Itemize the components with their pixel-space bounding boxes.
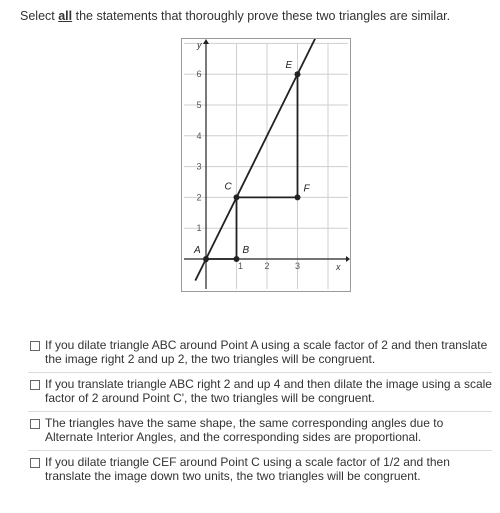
- option-3-checkbox[interactable]: [30, 419, 40, 429]
- option-3[interactable]: [28, 411, 492, 450]
- point-a: [203, 256, 209, 262]
- point-label-e: E: [285, 60, 293, 72]
- x-tick-label: 3: [294, 261, 301, 271]
- option-4-label: If you dilate triangle CEF around Point C using a scale factor of 1/2 and then translate the image down two units, the two triangles will be congruent.: [45, 455, 450, 483]
- option-1-label: If you dilate triangle ABC around Point A using a scale factor of 2 and then translate the image right 2 and up 2, the two triangles will be congruent.: [45, 338, 488, 366]
- coordinate-graph: [181, 38, 351, 292]
- answer-options: [28, 334, 492, 489]
- question-suffix: the statements that thoroughly prove these two triangles are similar.: [72, 9, 451, 23]
- y-axis-label: y: [197, 40, 202, 50]
- y-tick-label: 6: [196, 69, 202, 80]
- option-2-checkbox[interactable]: [30, 380, 40, 390]
- point-e: [295, 71, 301, 77]
- point-label-c: C: [224, 181, 232, 193]
- point-c: [234, 194, 240, 200]
- x-tick-label: 1: [237, 261, 244, 271]
- graph-canvas: [182, 39, 350, 291]
- option-1-checkbox[interactable]: [30, 341, 40, 351]
- point-label-b: B: [242, 245, 250, 256]
- line-ace: [195, 39, 322, 281]
- option-3-label: The triangles have the same shape, the same corresponding angles due to Alternate Interior Angles, and the corresponding sides are proportional.: [45, 416, 444, 444]
- point-label-a: A: [194, 245, 201, 256]
- y-tick-label: 3: [196, 161, 202, 172]
- point-label-f: F: [303, 183, 310, 195]
- x-axis-label: x: [336, 262, 341, 272]
- y-tick-label: 1: [196, 223, 202, 234]
- point-b: [234, 256, 240, 262]
- option-1[interactable]: [28, 334, 492, 372]
- x-axis-arrow: [346, 256, 350, 262]
- y-tick-label: 4: [196, 130, 202, 141]
- y-axis-arrow: [203, 39, 209, 44]
- option-2-label: If you translate triangle ABC right 2 and up 4 and then dilate the image using a scale factor of 2 around Point C', the two triangles will be congruent.: [45, 377, 492, 405]
- point-f: [295, 194, 301, 200]
- option-4[interactable]: [28, 450, 492, 489]
- option-4-checkbox[interactable]: [30, 458, 40, 468]
- x-tick-label: 2: [264, 261, 270, 271]
- question-prefix: Select: [20, 9, 59, 23]
- y-tick-label: 5: [196, 100, 202, 110]
- question-prompt: [20, 9, 450, 23]
- option-2[interactable]: [28, 372, 492, 411]
- y-tick-label: 2: [196, 192, 202, 203]
- question-emphasis: all: [58, 9, 73, 23]
